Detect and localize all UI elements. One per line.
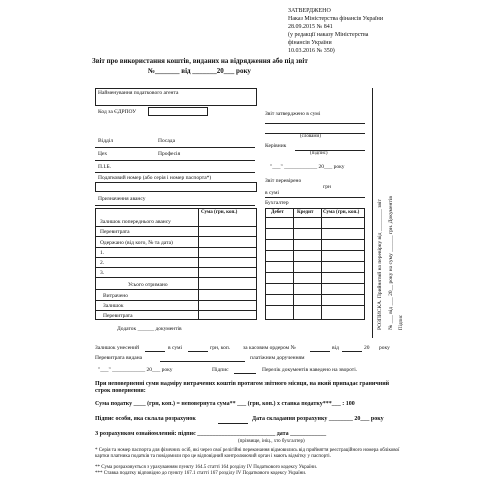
posada-label: Посада <box>158 138 176 144</box>
kerivnyk-label: Керівник <box>265 143 287 149</box>
tax-sum-line: Сума податку ____ (грн, коп.) = неповернута сума** ___ (грн, коп.) х ставка податку***___ : 100 <box>95 401 355 407</box>
cash-order: за касовим ордером № <box>243 345 296 351</box>
in-sum-middle: в сумі <box>168 345 183 351</box>
perevytrata-label: Перевитрата <box>103 313 133 319</box>
vytracheno-label: Витрачено <box>103 293 128 299</box>
attachments-label: Додаток ______ документів <box>117 326 182 332</box>
year-label: року <box>379 345 390 351</box>
profesiia-label: Професія <box>158 151 181 157</box>
approval-l6: 10.03.2016 № 350) <box>288 48 335 54</box>
acquainted-hint: (прізвище, ініц., хто бухгалтер) <box>238 439 305 444</box>
footnote-1: * Серія та номер паспорта для фізичних осіб, які через свої релігійні переконання відмовились від прийняття реєстраційного номера облікової картки платника податків та повідомили про це відповідний контролюючий орган і мають відмітку у паспорті. <box>95 448 400 459</box>
approved-sum-label: Звіт затверджено в сумі <box>265 111 321 117</box>
edrpou-box[interactable] <box>148 107 208 116</box>
signature-label: Підпис <box>212 367 229 373</box>
acc-sum-header: Сума (грн, коп.) <box>323 210 360 215</box>
approval-l1: ЗАТВЕРДЖЕНО <box>288 8 331 14</box>
from-label: від <box>332 345 339 351</box>
checked-label: Звіт перевірено <box>265 178 302 184</box>
row-prev-advance: Залишок попереднього авансу <box>100 219 171 225</box>
approval-l3: 28.09.2015 № 841 <box>288 24 333 30</box>
documents-list-note: Перелік документів наведено на звороті. <box>262 367 358 373</box>
date-line-2: "___" ____________ 20___ року <box>98 367 173 373</box>
tax-number-box[interactable] <box>95 182 257 192</box>
buhgalter-label: Бухгалтер <box>265 200 289 206</box>
zalyshok-label: Залишок <box>103 303 124 309</box>
year-20: 20 <box>364 345 370 351</box>
edrpou-label: Код за ЄДРПОУ <box>98 109 137 115</box>
viddil-label: Відділ <box>98 138 114 144</box>
accounting-table <box>265 208 365 320</box>
grn-kop: грн, коп. <box>210 345 231 351</box>
debet-header: Дебет <box>271 210 284 215</box>
calc-signature: Підпис особи, яка склала розрахунок <box>95 416 196 422</box>
calc-date: Дата складання розрахунку ________ 20___ року <box>252 416 384 422</box>
pidpys-hint-1: (підпис) <box>310 151 328 156</box>
sum-header: Сума (грн, коп.) <box>201 210 238 215</box>
report-title: Звіт про використання коштів, виданих на відрядження або під звіт <box>92 57 308 65</box>
remainder-deposited: Залишок унесений <box>95 345 140 351</box>
approval-l4: (у редакції наказу Міністерства <box>288 32 369 38</box>
non-return-paragraph: При неповерненні суми надміру витрачених коштів протягом звітного місяця, на який припадає граничний строк повернення: <box>95 381 390 394</box>
purpose-label: Призначення авансу <box>98 196 146 202</box>
payment-order: платіжним дорученням <box>250 355 305 361</box>
approval-l2: Наказ Міністерства фінансів України <box>288 16 384 22</box>
words-hint: (словами) <box>300 134 321 139</box>
in-sum-label: в сумі <box>265 190 280 196</box>
acquainted-line: З розрахунком ознайомлений: підпис __________________________ дата ____________ <box>95 431 327 437</box>
pib-label: П.І.Б. <box>98 164 112 170</box>
row-received: Одержано (від кого, № та дата) <box>100 240 173 246</box>
row-1: 1. <box>100 250 105 256</box>
side-receipt-2: № ___ від ___ 20__ року на суму ______ грн. Документів <box>388 196 394 330</box>
date-line-1: "___" ____________ 20___ року <box>270 164 345 170</box>
report-number-line: №_______ від _______20___ року <box>148 67 251 75</box>
grn-label: грн <box>323 184 331 190</box>
tsekh-label: Цех <box>98 151 108 157</box>
side-receipt-1: РОЗПИСКА. Прийнятий на перевірку від ________ звіт <box>377 199 383 330</box>
footnote-2: ** Сума розраховується з урахуванням пункту 164.5 статті 164 розділу IV Податкового кодексу України. <box>95 465 318 470</box>
approval-l5: фінансів України <box>288 40 332 46</box>
row-3: 3. <box>100 270 105 276</box>
kredyt-header: Кредит <box>297 210 314 215</box>
side-pidpys: Підпис <box>399 314 404 330</box>
overspend-issued: Перевитрата видана <box>95 355 143 361</box>
row-overspend: Перевитрата <box>100 229 130 235</box>
total-received: Усього отримано <box>128 282 168 288</box>
tax-number-label: Податковий номер (або серія і номер паспорта*) <box>98 175 212 181</box>
footnote-3: *** Ставка податку відповідно до пункту 167.1 статті 167 розділу IV Податкового кодексу України. <box>95 471 307 476</box>
row-2: 2. <box>100 260 105 266</box>
agent-name-label: Найменування податкового агента <box>98 90 179 96</box>
